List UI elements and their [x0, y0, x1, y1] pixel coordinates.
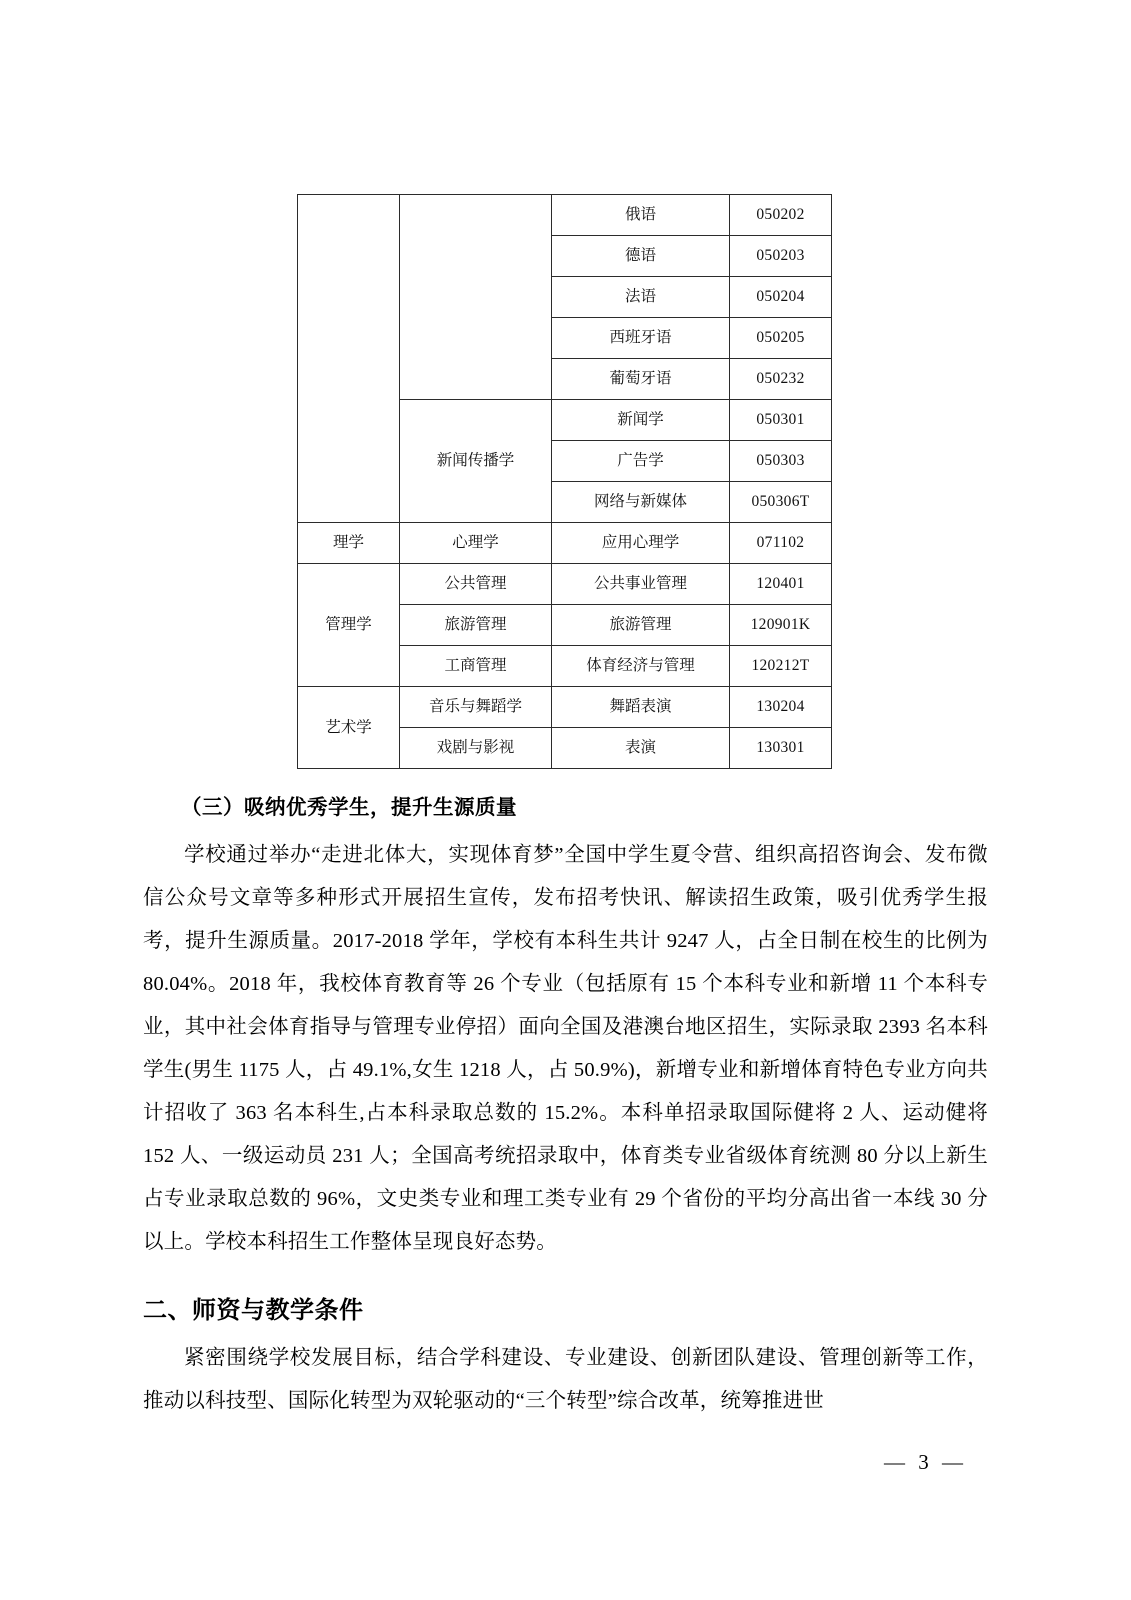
cell-major-code: 050204	[730, 277, 832, 318]
cell-major: 葡萄牙语	[552, 359, 730, 400]
table-row	[298, 564, 832, 605]
cell-major: 旅游管理	[552, 605, 730, 646]
section-heading-two: 二、师资与教学条件	[143, 1296, 364, 1324]
cell-category: 公共管理	[400, 564, 552, 605]
cell-major-code: 050202	[730, 195, 832, 236]
cell-discipline-empty	[298, 195, 400, 523]
major-list-table-container	[297, 194, 831, 769]
document-content	[143, 790, 988, 1423]
table-body	[298, 195, 832, 769]
cell-major-code: 050306T	[730, 482, 832, 523]
paragraph-enrollment-quality: 学校通过举办“走进北体大，实现体育梦”全国中学生夏令营、组织高招咨询会、发布微信公众号文章等多种形式开展招生宣传，发布招考快讯、解读招生政策，吸引优秀学生报考，提升生源质量。2017-2018 学年，学校有本科生共计 9247 人，占全日制在校生的比例为 80.04%。2018 年，我校体育教育等 26 个专业（包括原有 15 个本科专业和新增 11 个本科专业，其中社会体育指导与管理专业停招）面向全国及港澳台地区招生，实际录取 2393 名本科学生(男生 1175 人，占 49.1%,女生 1218 人，占 50.9%)，新增专业和新增体育特色专业方向共计招收了 363 名本科生,占本科录取总数的 15.2%。本科单招录取国际健将 2 人、运动健将 152 人、一级运动员 231 人；全国高考统招录取中，体育类专业省级体育统测 80 分以上新生占专业录取总数的 96%，文史类专业和理工类专业有 29 个省份的平均分高出省一本线 30 分以上。学校本科招生工作整体呈现良好态势。	[143, 844, 988, 1253]
cell-major-code: 050203	[730, 236, 832, 277]
cell-discipline: 艺术学	[298, 687, 400, 769]
cell-major-code: 050205	[730, 318, 832, 359]
major-list-table	[297, 194, 832, 769]
cell-major: 表演	[552, 728, 730, 769]
cell-major-code: 071102	[730, 523, 832, 564]
cell-major: 德语	[552, 236, 730, 277]
cell-discipline: 管理学	[298, 564, 400, 687]
cell-category: 戏剧与影视	[400, 728, 552, 769]
cell-major: 应用心理学	[552, 523, 730, 564]
cell-category: 旅游管理	[400, 605, 552, 646]
cell-major: 西班牙语	[552, 318, 730, 359]
table-row	[298, 195, 832, 236]
cell-major: 新闻学	[552, 400, 730, 441]
cell-major: 体育经济与管理	[552, 646, 730, 687]
cell-major: 广告学	[552, 441, 730, 482]
cell-major-code: 120401	[730, 564, 832, 605]
cell-major-code: 120901K	[730, 605, 832, 646]
cell-major: 俄语	[552, 195, 730, 236]
cell-category: 工商管理	[400, 646, 552, 687]
table-row	[298, 687, 832, 728]
cell-major: 网络与新媒体	[552, 482, 730, 523]
cell-major-code: 050301	[730, 400, 832, 441]
cell-major-code: 050232	[730, 359, 832, 400]
cell-major: 法语	[552, 277, 730, 318]
table-row	[298, 523, 832, 564]
cell-discipline: 理学	[298, 523, 400, 564]
cell-major-code: 130301	[730, 728, 832, 769]
cell-major-code: 130204	[730, 687, 832, 728]
cell-major: 公共事业管理	[552, 564, 730, 605]
cell-category: 心理学	[400, 523, 552, 564]
page-number-text: — 3 —	[884, 1450, 967, 1474]
cell-major: 舞蹈表演	[552, 687, 730, 728]
page-number	[0, 1450, 1131, 1475]
cell-category-empty	[400, 195, 552, 400]
paragraph-faculty-conditions: 紧密围绕学校发展目标，结合学科建设、专业建设、创新团队建设、管理创新等工作，推动以科技型、国际化转型为双轮驱动的“三个转型”综合改革，统筹推进世	[143, 1347, 988, 1412]
cell-major-code: 120212T	[730, 646, 832, 687]
cell-major-code: 050303	[730, 441, 832, 482]
cell-category: 新闻传播学	[400, 400, 552, 523]
cell-category: 音乐与舞蹈学	[400, 687, 552, 728]
section-heading-three: （三）吸纳优秀学生，提升生源质量	[181, 795, 517, 819]
